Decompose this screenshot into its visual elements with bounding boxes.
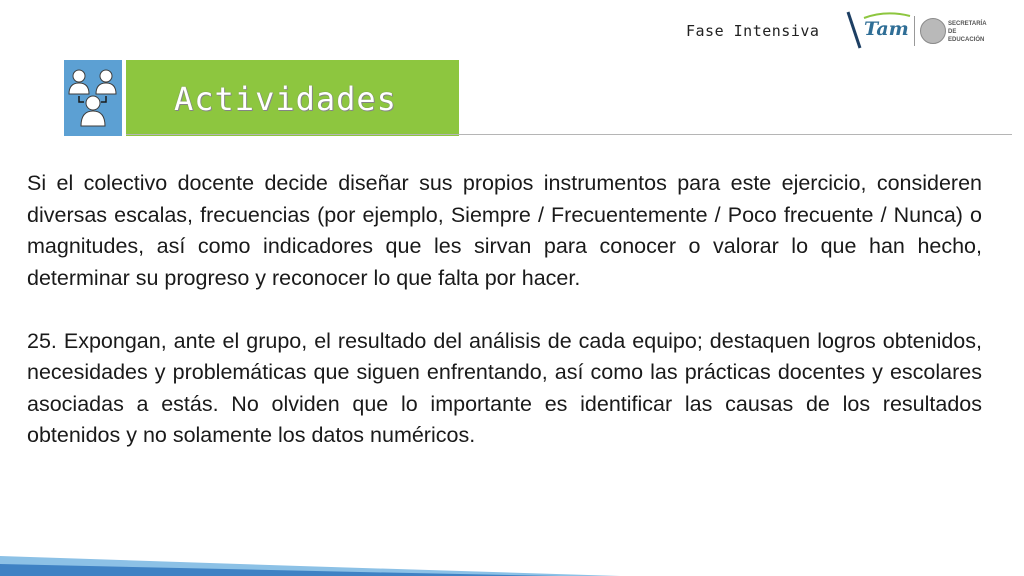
secretaria-text [948,20,988,44]
secretaria-line-2: DE EDUCACIÓN [948,29,985,43]
logo-divider [914,16,915,46]
section-icon-box [64,60,122,136]
tam-logo-text: Tam [864,18,909,40]
secretaria-line-1: SECRETARÍA [948,21,987,27]
body-content [27,168,982,452]
paragraph-instruments: Si el colectivo docente decide diseñar sus propios instrumentos para este ejercicio, consideren diversas escalas, frecuencias (por ejemplo, Siempre / Frecuentemente / Poco frecuente / Nunca) o magnitudes, así como indicadores que les sirvan para conocer o valorar lo que han hecho, determinar su progreso y reconocer lo que falta por hacer. [27,171,982,290]
section-title: Actividades [174,80,397,118]
state-seal-icon [920,18,946,44]
section-title-banner [126,60,459,136]
institution-logo [846,10,986,50]
paragraph-activity-25: 25. Expongan, ante el grupo, el resultado del análisis de cada equipo; destaquen logros obtenidos, necesidades y problemáticas que siguen enfrentando, así como las prácticas docentes y escolares asociadas a estás. No olviden que lo importante es identificar las causas de los resultados obtenidos y no solamente los datos numéricos. [27,328,982,447]
header-divider [126,134,1012,135]
team-people-icon [64,60,122,136]
footer-wave-decoration [0,526,620,576]
phase-label: Fase Intensiva [686,22,820,40]
